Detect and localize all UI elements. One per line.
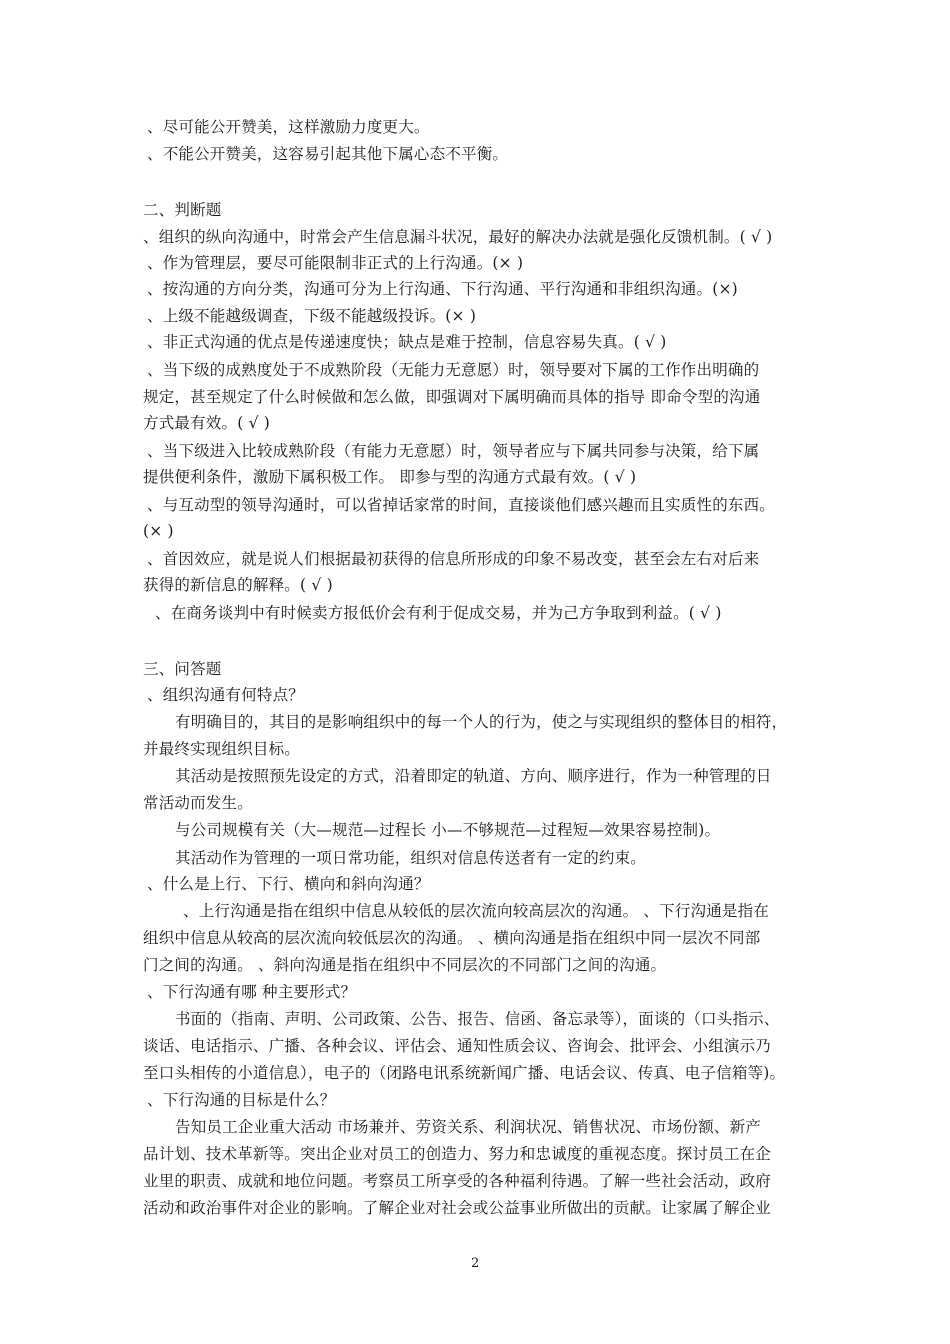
question-line: 、组织沟通有何特点？ — [147, 686, 305, 704]
text-line: 书面的（指南、声明、公司政策、公告、报告、信函、备忘录等），面谈的（口头指示、 — [175, 1010, 780, 1028]
text-line: 门之间的沟通。 、斜向沟通是指在组织中不同层次的不同部门之间的沟通。 — [143, 956, 667, 974]
text-line: 、在商务谈判中有时候卖方报低价会有利于促成交易，并为己方争取到利益。( √ ) — [155, 604, 722, 622]
question-line: 、下行沟通的目标是什么？ — [147, 1091, 336, 1109]
text-line: 、首因效应，就是说人们根据最初获得的信息所形成的印象不易改变，甚至会左右对后来 — [147, 550, 760, 568]
text-line: 、组织的纵向沟通中，时常会产生信息漏斗状况，最好的解决办法就是强化反馈机制。( √ ) — [143, 228, 773, 246]
text-line: 其活动作为管理的一项日常功能，组织对信息传送者有一定的约束。 — [175, 849, 647, 867]
text-line: 告知员工企业重大活动 市场兼并、劳资关系、利润状况、销售状况、市场份额、新产 — [175, 1118, 762, 1136]
text-line: 、当下级进入比较成熟阶段（有能力无意愿）时，领导者应与下属共同参与决策，给下属 — [147, 442, 760, 460]
text-line: (× ) — [143, 522, 174, 540]
text-line: 、非正式沟通的优点是传递速度快；缺点是难于控制，信息容易失真。( √ ) — [147, 333, 667, 351]
text-line: 常活动而发生。 — [143, 794, 253, 812]
text-line: 、尽可能公开赞美，这样激励力度更大。 — [147, 118, 430, 136]
text-line: 谈话、电话指示、广播、各种会议、评估会、通知性质会议、咨询会、批评会、小组演示乃 — [143, 1037, 772, 1055]
question-line: 、什么是上行、下行、横向和斜向沟通？ — [147, 875, 430, 893]
text-line: 、上级不能越级调查，下级不能越级投诉。(× ) — [147, 307, 477, 325]
text-line: 、当下级的成熟度处于不成熟阶段（无能力无意愿）时，领导要对下属的工作作出明确的 — [147, 361, 760, 379]
section-heading-qa: 三、问答题 — [143, 660, 222, 678]
text-line: 方式最有效。( √ ) — [143, 414, 271, 432]
text-line: 至口头相传的小道信息），电子的（闭路电讯系统新闻广播、电话会议、传真、电子信箱等)。 — [143, 1064, 786, 1082]
page-number: 2 — [471, 1256, 480, 1271]
text-line: 获得的新信息的解释。( √ ) — [143, 576, 333, 594]
text-line: 、上行沟通是指在组织中信息从较低的层次流向较高层次的沟通。 、下行沟通是指在 — [183, 902, 770, 920]
text-line: 并最终实现组织目标。 — [143, 740, 301, 758]
text-line: 规定，甚至规定了什么时候做和怎么做，即强调对下属明确而具体的指导 即命令型的沟通 — [143, 388, 761, 406]
text-line: 、不能公开赞美，这容易引起其他下属心态不平衡。 — [147, 145, 509, 163]
text-line: 、与互动型的领导沟通时，可以省掉话家常的时间，直接谈他们感兴趣而且实质性的东西。 — [147, 496, 776, 514]
text-line: 与公司规模有关（大—规范—过程长 小—不够规范—过程短—效果容易控制)。 — [175, 821, 721, 839]
text-line: 提供便利条件，激励下属积极工作。 即参与型的沟通方式最有效。( √ ) — [143, 468, 637, 486]
text-line: 其活动是按照预先设定的方式，沿着即定的轨道、方向、顺序进行，作为一种管理的日 — [175, 767, 772, 785]
question-line: 、下行沟通有哪 种主要形式？ — [147, 983, 357, 1001]
text-line: 活动和政治事件对企业的影响。了解企业对社会或公益事业所做出的贡献。让家属了解企业 — [143, 1199, 772, 1217]
text-line: 有明确目的，其目的是影响组织中的每一个人的行为，使之与实现组织的整体目的相符， — [175, 713, 788, 731]
text-line: 组织中信息从较高的层次流向较低层次的沟通。 、横向沟通是指在组织中同一层次不同部 — [143, 929, 761, 947]
text-line: 、按沟通的方向分类，沟通可分为上行沟通、下行沟通、平行沟通和非组织沟通。(×) — [147, 280, 738, 298]
text-line: 业里的职责、成就和地位问题。考察员工所享受的各种福利待遇。了解一些社会活动，政府 — [143, 1172, 772, 1190]
text-line: 品计划、技术革新等。突出企业对员工的创造力、努力和忠诚度的重视态度。探讨员工在企 — [143, 1145, 772, 1163]
text-line: 、作为管理层，要尽可能限制非正式的上行沟通。(× ) — [147, 254, 524, 272]
section-heading-judgement: 二、判断题 — [143, 201, 222, 219]
